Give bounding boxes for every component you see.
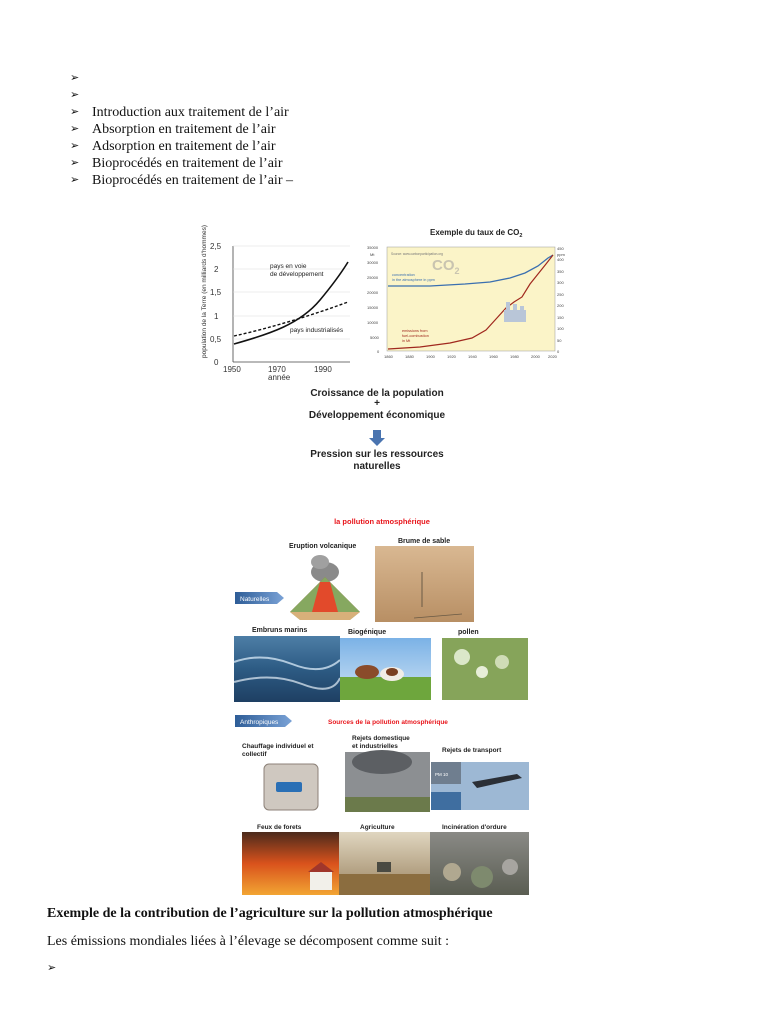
arrow-bullet-icon: ➢ bbox=[70, 72, 80, 84]
flow-pressure-2: naturelles bbox=[353, 461, 401, 472]
paragraph: Les émissions mondiales liées à l’élevage se décomposent comme suit : bbox=[47, 934, 450, 949]
industrial-label: pays industrialisés bbox=[290, 327, 344, 334]
down-arrow-icon bbox=[369, 430, 385, 446]
list-item bbox=[70, 104, 293, 121]
arrow-bullet-icon: ➢ bbox=[70, 89, 80, 101]
right-tick: 300 bbox=[557, 280, 564, 285]
population-co2-figure bbox=[190, 220, 575, 480]
biogenique-label: Biogénique bbox=[348, 629, 387, 636]
right-tick: 400 bbox=[557, 257, 564, 262]
x-tick: 1940 bbox=[468, 354, 477, 359]
right-tick: 100 bbox=[557, 326, 564, 331]
flow-population: Croissance de la population bbox=[310, 388, 444, 399]
list-item bbox=[70, 87, 293, 104]
pollution-figure-title: la pollution atmosphérique bbox=[334, 517, 430, 526]
x-axis-label: année bbox=[268, 373, 291, 382]
x-tick: 1980 bbox=[510, 354, 519, 359]
chauffage-label: Chauffage individuel et bbox=[242, 743, 314, 750]
right-tick: 200 bbox=[557, 303, 564, 308]
arrow-bullet-icon: ➢ bbox=[70, 157, 80, 169]
x-tick: 1880 bbox=[405, 354, 414, 359]
emissions-label: in Mt bbox=[402, 339, 411, 343]
flow-pressure: Pression sur les ressources bbox=[310, 449, 444, 460]
section-heading: Exemple de la contribution de l’agriculture sur la pollution atmosphérique bbox=[47, 906, 493, 921]
co2-chart bbox=[367, 228, 565, 359]
pollen-label: pollen bbox=[458, 629, 479, 636]
sources-title: Sources de la pollution atmosphérique bbox=[328, 719, 448, 726]
list-item bbox=[70, 155, 293, 172]
right-axis-unit: ppm bbox=[557, 252, 565, 257]
arrow-bullet-icon: ➢ bbox=[70, 123, 80, 135]
co2-big-label: $CO_2$ bbox=[432, 257, 460, 276]
rejets-dom-label-2: et industrielles bbox=[352, 743, 398, 750]
pollution-sources-figure bbox=[232, 512, 535, 897]
flow-plus: + bbox=[374, 398, 380, 409]
population-chart bbox=[201, 225, 350, 382]
arrow-bullet-icon: ➢ bbox=[47, 962, 57, 974]
bullet-list bbox=[70, 70, 293, 189]
y-tick-label: 1,5 bbox=[210, 288, 222, 297]
arrow-bullet-icon: ➢ bbox=[70, 140, 80, 152]
left-tick: 25000 bbox=[367, 275, 379, 280]
incineration-label: Incinération d'ordure bbox=[442, 824, 507, 831]
x-tick: 2000 bbox=[531, 354, 540, 359]
volcano-illustration bbox=[290, 555, 360, 620]
population-ylabel: population de la Terre (en milliards d'hommes) bbox=[201, 225, 208, 358]
y-tick-label: 2,5 bbox=[210, 242, 222, 251]
x-tick: 1920 bbox=[447, 354, 456, 359]
right-tick: 350 bbox=[557, 269, 564, 274]
emissions-label: emissions from bbox=[402, 329, 428, 333]
x-tick: 2020 bbox=[548, 354, 557, 359]
list-item bbox=[70, 121, 293, 138]
left-tick: 0 bbox=[377, 349, 380, 354]
flow-development: Développement économique bbox=[308, 410, 446, 421]
concentration-label: in the atmosphere in ppm bbox=[392, 278, 435, 282]
heater-illustration bbox=[264, 764, 318, 810]
chauffage-label-2: collectif bbox=[242, 751, 267, 758]
bullet-text: Adsorption en traitement de l’air bbox=[92, 139, 276, 154]
embruns-label: Embruns marins bbox=[252, 627, 308, 634]
pm10-label: PM 10 bbox=[435, 772, 449, 777]
co2-source-note: Source: www.carbonparticipation.org bbox=[391, 252, 443, 256]
y-tick-label: 0 bbox=[214, 358, 219, 367]
left-tick: 10000 bbox=[367, 320, 379, 325]
developing-label: de développement bbox=[270, 271, 324, 278]
x-tick-label: 1970 bbox=[268, 365, 286, 374]
bullet-text: Bioprocédés en traitement de l’air – bbox=[92, 173, 293, 188]
x-tick: 1900 bbox=[426, 354, 435, 359]
list-item bbox=[70, 70, 293, 87]
developing-label: pays en voie bbox=[270, 263, 307, 270]
naturelles-tag: Naturelles bbox=[240, 596, 270, 603]
right-tick: 50 bbox=[557, 338, 562, 343]
arrow-bullet-icon: ➢ bbox=[70, 174, 80, 186]
eruption-label: Eruption volcanique bbox=[289, 543, 357, 550]
list-item bbox=[70, 138, 293, 155]
left-tick: 20000 bbox=[367, 290, 379, 295]
x-tick: 1860 bbox=[384, 354, 393, 359]
left-tick: 30000 bbox=[367, 260, 379, 265]
emissions-label: fuel-combustion bbox=[402, 334, 429, 338]
left-tick: 15000 bbox=[367, 305, 379, 310]
concentration-label: concentration bbox=[392, 273, 415, 277]
y-tick-label: 2 bbox=[214, 265, 219, 274]
x-tick-label: 1950 bbox=[223, 365, 241, 374]
left-tick: 5000 bbox=[370, 335, 379, 340]
y-tick-label: 0,5 bbox=[210, 335, 222, 344]
co2-chart-title: Exemple du taux de $CO_2$ bbox=[430, 228, 523, 239]
bullet-text: Introduction aux traitement de l’air bbox=[92, 105, 289, 120]
right-tick: 250 bbox=[557, 292, 564, 297]
right-tick: 150 bbox=[557, 315, 564, 320]
agriculture-label: Agriculture bbox=[360, 824, 395, 831]
arrow-bullet-icon: ➢ bbox=[70, 106, 80, 118]
right-tick: 0 bbox=[557, 349, 560, 354]
bullet-text: Bioprocédés en traitement de l’air bbox=[92, 156, 283, 171]
list-item bbox=[70, 172, 293, 189]
left-axis-unit: Mt bbox=[370, 252, 375, 257]
rejets-transport-label: Rejets de transport bbox=[442, 747, 502, 754]
left-tick: 35000 bbox=[367, 245, 379, 250]
brume-label: Brume de sable bbox=[398, 538, 451, 545]
flow-diagram bbox=[309, 388, 446, 472]
right-tick: 450 bbox=[557, 246, 564, 251]
x-tick-label: 1990 bbox=[314, 365, 332, 374]
rejets-dom-label: Rejets domestique bbox=[352, 735, 410, 742]
sand-mist-photo bbox=[375, 546, 474, 622]
x-tick: 1960 bbox=[489, 354, 498, 359]
anthropiques-tag: Anthropiques bbox=[240, 719, 279, 726]
bullet-text: Absorption en traitement de l’air bbox=[92, 122, 276, 137]
feux-label: Feux de forets bbox=[257, 824, 302, 831]
y-tick-label: 1 bbox=[214, 312, 219, 321]
